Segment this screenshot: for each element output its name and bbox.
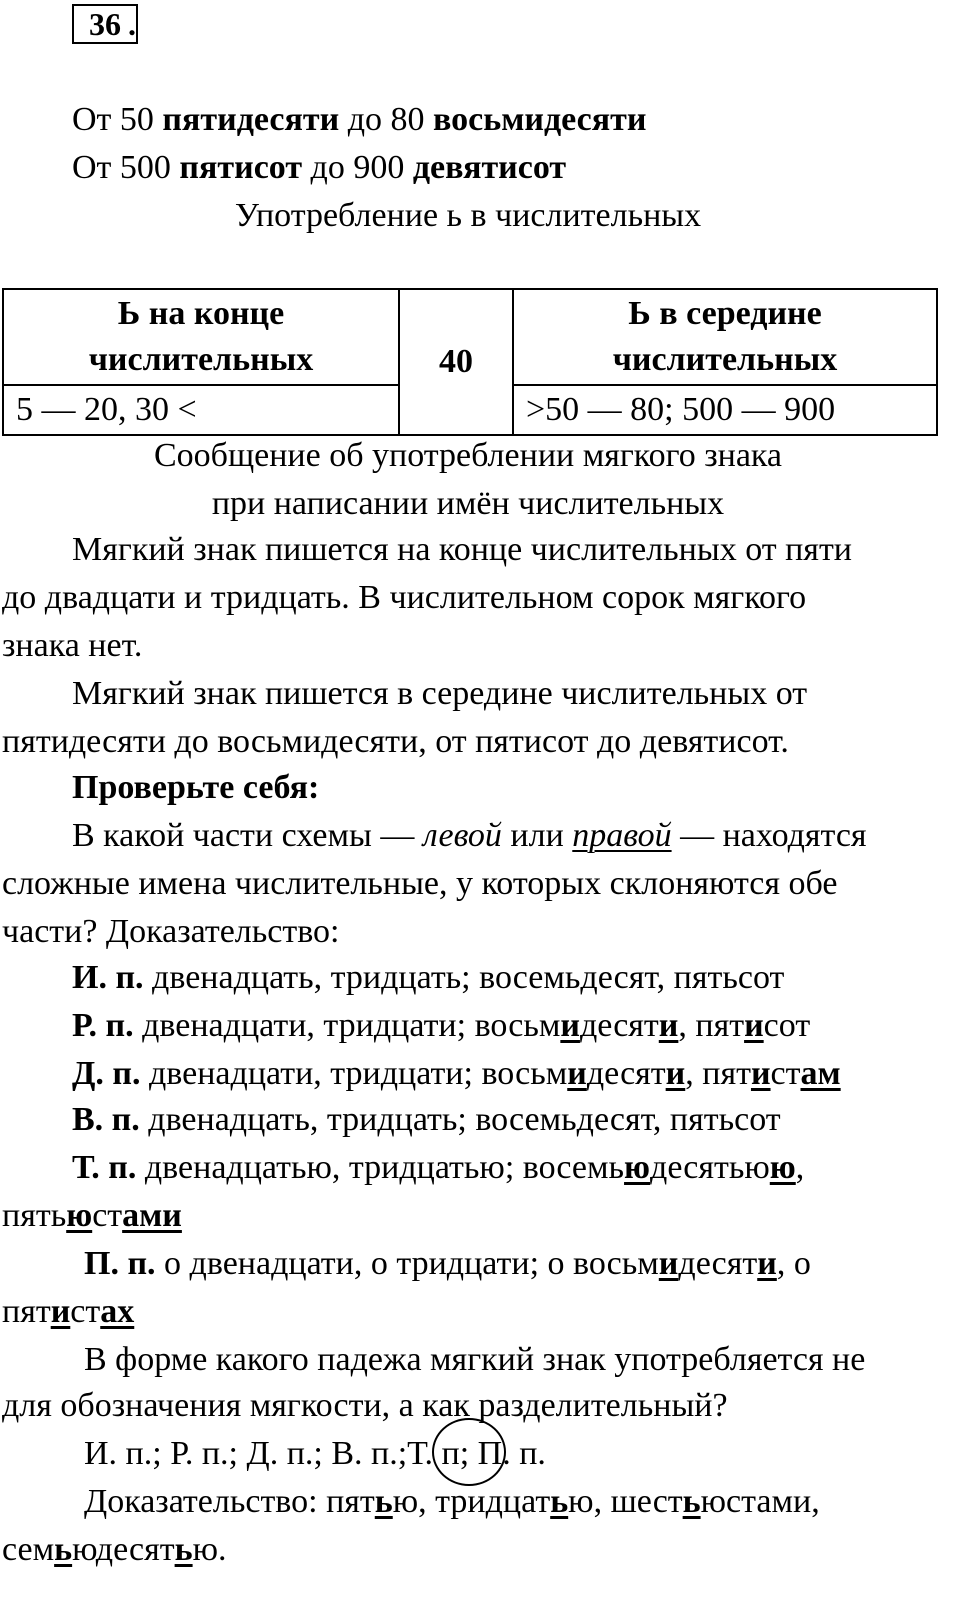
exercise-number-dot: . — [128, 6, 136, 42]
message-title-1: Сообщение об употреблении мягкого знака — [153, 437, 783, 474]
check-question-line-1: В какой части схемы — левой или правой — находятся — [72, 817, 867, 854]
check-heading: Проверьте себя: — [72, 769, 320, 806]
answer-left: левой — [422, 817, 502, 854]
scheme-table — [2, 288, 938, 436]
message-p1-line-1: Мягкий знак пишется на конце числительных от пяти — [72, 531, 852, 568]
case-nominative: И. п. двенадцать, тридцать; восемьдесят, пятьсот — [72, 959, 785, 996]
intro-text: От 500 — [72, 149, 180, 186]
circled-answer: Т. п — [407, 1435, 460, 1472]
intro-line-1 — [72, 100, 646, 140]
case-genitive: Р. п. двенадцати, тридцати; восьмидесяти, пятисот — [72, 1007, 811, 1044]
intro-word: пятисот — [179, 149, 303, 186]
check-question-line-3: части? Доказательство: — [2, 913, 340, 950]
question2-line-1: В форме какого падежа мягкий знак употребляется не — [84, 1341, 866, 1378]
intro-text: до 900 — [302, 149, 413, 186]
scheme-right-value: >50 — 80; 500 — 900 — [513, 385, 937, 435]
case-prepositional-cont: пятистах — [2, 1293, 135, 1330]
case-prepositional: П. п. о двенадцати, о тридцати; о восьмидесяти, о — [84, 1245, 811, 1282]
message-p1-line-2: до двадцати и тридцать. В числительном сорок мягкого — [2, 579, 807, 616]
scheme-middle: 40 — [399, 289, 513, 435]
case-instrumental-cont: пятьюстами — [2, 1197, 182, 1234]
intro-word: восьмидесяти — [433, 101, 647, 138]
proof-line-1: Доказательство: пятью, тридцатью, шестьюстами, — [84, 1483, 820, 1520]
scheme-right-header: Ь в середине числительных — [513, 289, 937, 385]
proof-line-2: семьюдесятью. — [2, 1531, 227, 1568]
intro-text: до 80 — [339, 101, 433, 138]
message-p1-line-3: знака нет. — [2, 627, 143, 664]
answer-right-underlined: правой — [572, 817, 672, 854]
exercise-number: 36 — [72, 4, 138, 44]
question2-options: И. п.; Р. п.; Д. п.; В. п.;Т. п; П. п. — [84, 1435, 546, 1472]
case-dative: Д. п. двенадцати, тридцати; восьмидесяти, пятистам — [72, 1055, 841, 1092]
question2-line-2: для обозначения мягкости, а как разделительный? — [2, 1387, 728, 1424]
message-p2-line-2: пятидесяти до восьмидесяти, от пятисот до девятисот. — [2, 723, 789, 760]
intro-line-2 — [72, 148, 566, 188]
intro-word: пятидесяти — [162, 101, 340, 138]
intro-text: От 50 — [72, 101, 163, 138]
intro-word: девятисот — [412, 149, 567, 186]
scheme-caption: Употребление ь в числительных — [234, 197, 702, 234]
case-instrumental: Т. п. двенадцатью, тридцатью; восемьюдесятьюю, — [72, 1149, 805, 1186]
message-p2-line-1: Мягкий знак пишется в середине числительных от — [72, 675, 808, 712]
answer-circle — [432, 1418, 506, 1486]
case-accusative: В. п. двенадцать, тридцать; восемьдесят, пятьсот — [72, 1101, 781, 1138]
check-question-line-2: сложные имена числительные, у которых склоняются обе — [2, 865, 838, 902]
scheme-left-value: 5 — 20, 30 < — [3, 385, 399, 435]
message-title-2: при написании имён числительных — [211, 485, 725, 522]
scheme-left-header: Ь на конце числительных — [3, 289, 399, 385]
